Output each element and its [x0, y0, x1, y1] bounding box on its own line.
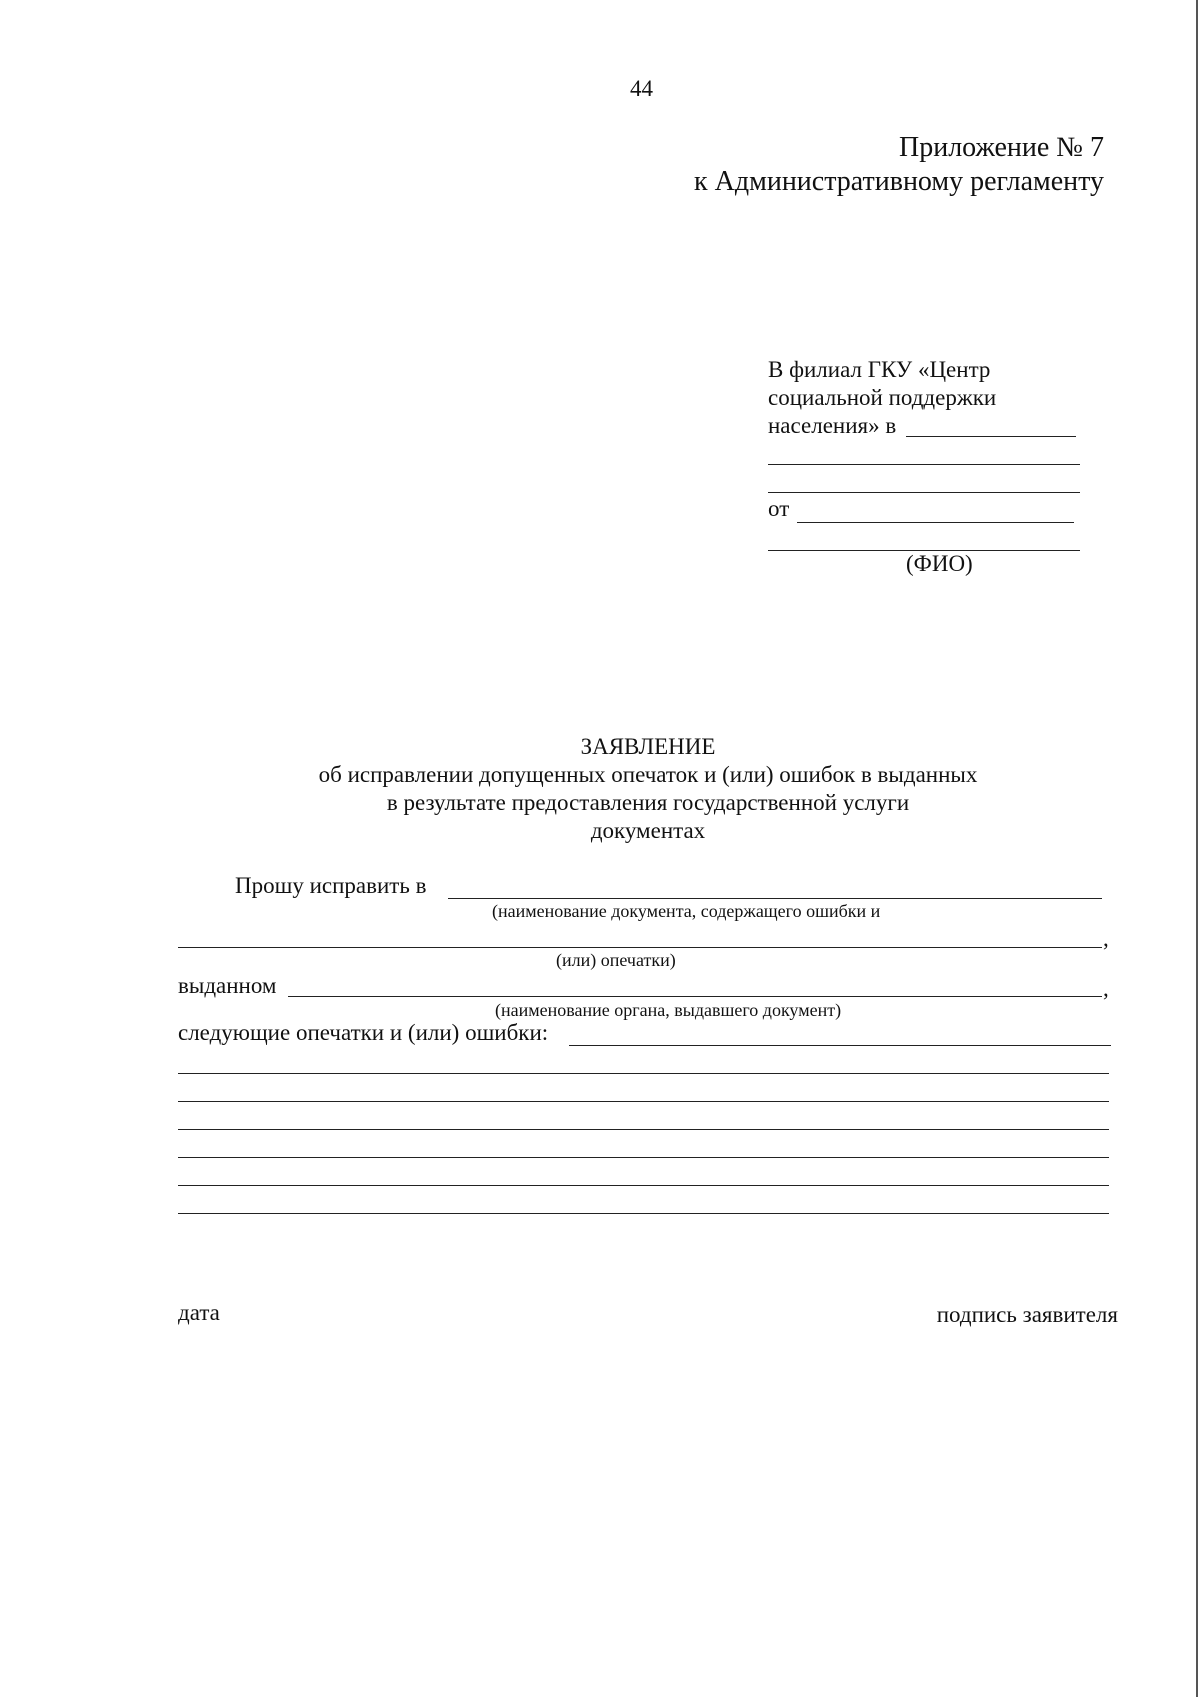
page-edge [1196, 0, 1198, 1697]
from-blank[interactable] [797, 522, 1074, 523]
document-caption-1: (наименование документа, содержащего ошибки и [492, 901, 881, 921]
heading-line-1: об исправлении допущенных опечаток и (или) ошибок в выданных [318, 762, 978, 787]
issuer-caption: (наименование органа, выдавшего документ) [495, 1000, 842, 1020]
branch-blank-3[interactable] [768, 492, 1080, 493]
page-number: 44 [630, 76, 653, 101]
appendix-title: Приложение № 7 [899, 132, 1104, 163]
errors-line-5[interactable] [178, 1185, 1109, 1186]
branch-blank[interactable] [906, 436, 1076, 437]
comma-2: , [1103, 976, 1109, 1001]
issuer-blank[interactable] [288, 996, 1102, 997]
from-label: от [768, 496, 790, 521]
errors-line-1[interactable] [178, 1073, 1109, 1074]
addressee-line-3: населения» в [768, 413, 897, 438]
errors-line-3[interactable] [178, 1129, 1109, 1130]
errors-line-6[interactable] [178, 1213, 1109, 1214]
signature-label: подпись заявителя [936, 1302, 1118, 1327]
addressee-line-1: В филиал ГКУ «Центр [768, 357, 991, 382]
date-label: дата [178, 1300, 220, 1325]
heading-line-3: документах [590, 818, 706, 843]
document-name-blank[interactable] [448, 898, 1102, 899]
comma-1: , [1103, 926, 1109, 951]
document-name-blank-2[interactable] [178, 947, 1102, 948]
branch-blank-2[interactable] [768, 464, 1080, 465]
request-label: Прошу исправить в [235, 873, 427, 898]
document-caption-2: (или) опечатки) [556, 950, 676, 970]
errors-line-4[interactable] [178, 1157, 1109, 1158]
appendix-subtitle: к Административному регламенту [694, 166, 1104, 197]
heading-line-2: в результате предоставления государственной услуги [386, 790, 910, 815]
document-title: ЗАЯВЛЕНИЕ [580, 734, 716, 759]
errors-label: следующие опечатки и (или) ошибки: [178, 1020, 549, 1045]
fio-caption: (ФИО) [906, 551, 973, 576]
addressee-line-2: социальной поддержки [768, 385, 997, 410]
issued-label: выданном [178, 973, 277, 998]
errors-line-2[interactable] [178, 1101, 1109, 1102]
errors-blank[interactable] [569, 1045, 1111, 1046]
